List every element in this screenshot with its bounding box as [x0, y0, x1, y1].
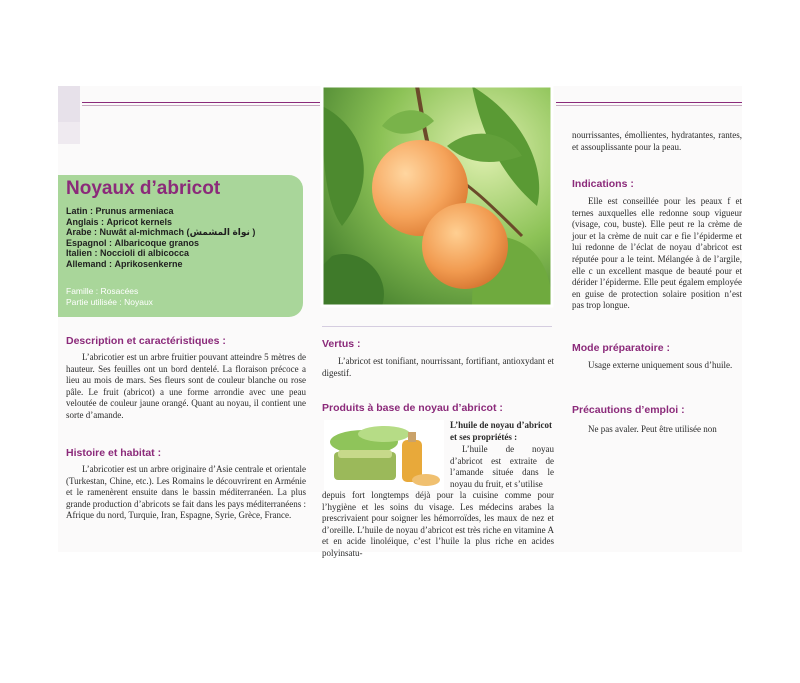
mid-rule	[322, 326, 552, 327]
vertus-text: L’abricot est tonifiant, nourrissant, fortifiant, antioxydant et digestif.	[322, 356, 554, 378]
famille-line: Famille : Rosacées	[66, 286, 139, 296]
name-row: Allemand : Aprikosenkerne	[66, 258, 183, 269]
mode-text: Usage externe uniquement sous d’huile.	[588, 360, 733, 370]
family-info	[66, 286, 153, 307]
description-text: L’abricotier est un arbre fruitier pouvant atteindre 5 mètres de hauteur. Ses feuilles ont un bord dentelé. La floraison précoce a lieu au mois de mars. Ses fleurs sont de couleur blanche ou rose pâle. Le fruit (abricot) a une forme arrondie avec une peau veloutée de couleur jaune orangé. Quant au noyau, il contient une sorte d’amande.	[66, 352, 306, 420]
apricot-photo	[322, 86, 552, 306]
produits-text-side: L’huile de noyau d’abricot est extraite de l’amande située dans le noyau du fruit, et s’utilise	[450, 444, 554, 489]
histoire-heading: Histoire et habitat :	[66, 447, 162, 459]
name-row: Arabe : Nuwât al-michmach (نواة المشمش )	[66, 227, 256, 238]
oil-photo	[324, 420, 444, 490]
histoire-text: L’abricotier est un arbre originaire d’Asie centrale et orientale (Turkestan, Chine, etc.). Les Romains le découvrirent en Arménie et le ramenèrent ensuite dans le bassin méditerranéen. La plus grande production d’abricots se fait dans les pays méditerranéens : Afrique du nord, Turquie, Iran, Espagne, Syrie, Grèce, France.	[66, 464, 306, 521]
right-top-text: nourrissantes, émollientes, hydratantes, rantes, et assouplissante pour la peau.	[572, 130, 742, 152]
mode-heading: Mode préparatoire :	[572, 342, 671, 354]
indications-heading: Indications :	[572, 178, 634, 190]
top-rule-left	[82, 102, 320, 103]
partie-line: Partie utilisée : Noyaux	[66, 296, 153, 307]
name-row: Espagnol : Albaricoque granos	[66, 237, 200, 248]
name-row: Latin : Prunus armeniaca	[66, 206, 174, 216]
page-title: Noyaux d’abricot	[66, 178, 221, 199]
description-heading: Description et caractéristiques :	[66, 335, 226, 347]
apricot-image	[322, 86, 552, 306]
produits-text: depuis fort longtemps déjà pour la cuisine comme pour l’hygiène et les soins du visage. Les médecins arabes la prescrivaient pour soigner les hémorroïdes, les maux de nez et d’oreille. L’huile de noyau d’abricot est très riche en vitamine A et en acide linoléique, c’est l’huile la plus riche en acides polyinsatu-	[322, 490, 554, 558]
top-rule-right	[556, 102, 742, 103]
indications-text: Elle est conseillée pour les peaux f et ternes auxquelles elle redonne soup vigueur (visage, cou, buste). Elle peut re la crème de jour et la crème de nuit car e fie l’épiderme et lui redonne de l’éclat de noyau d’abricot est réputée pour a le teint. Mélangée à de l’argile, elle c un excellent masque de beauté pour et dérider l’épiderme. Elle peut égalem employée en guise de protection solaire position n’est pas trop longue.	[572, 196, 742, 311]
book-page	[58, 86, 742, 558]
name-row: Anglais : Apricot kernels	[66, 216, 173, 227]
top-rule-left-2	[82, 105, 320, 106]
oil-bottle-image	[324, 420, 444, 490]
produits-subheading: L’huile de noyau d’abricot et ses propriétés :	[450, 420, 552, 442]
names-list	[66, 206, 255, 270]
decor-block	[58, 86, 80, 122]
vertus-heading: Vertus :	[322, 338, 361, 350]
precautions-heading: Précautions d’emploi :	[572, 404, 685, 416]
name-row: Italien : Noccioli di albicocca	[66, 248, 190, 259]
produits-heading: Produits à base de noyau d’abricot :	[322, 402, 503, 414]
decor-block	[58, 122, 80, 144]
top-rule-right-2	[556, 105, 742, 106]
precautions-text: Ne pas avaler. Peut être utilisée non	[588, 424, 717, 434]
